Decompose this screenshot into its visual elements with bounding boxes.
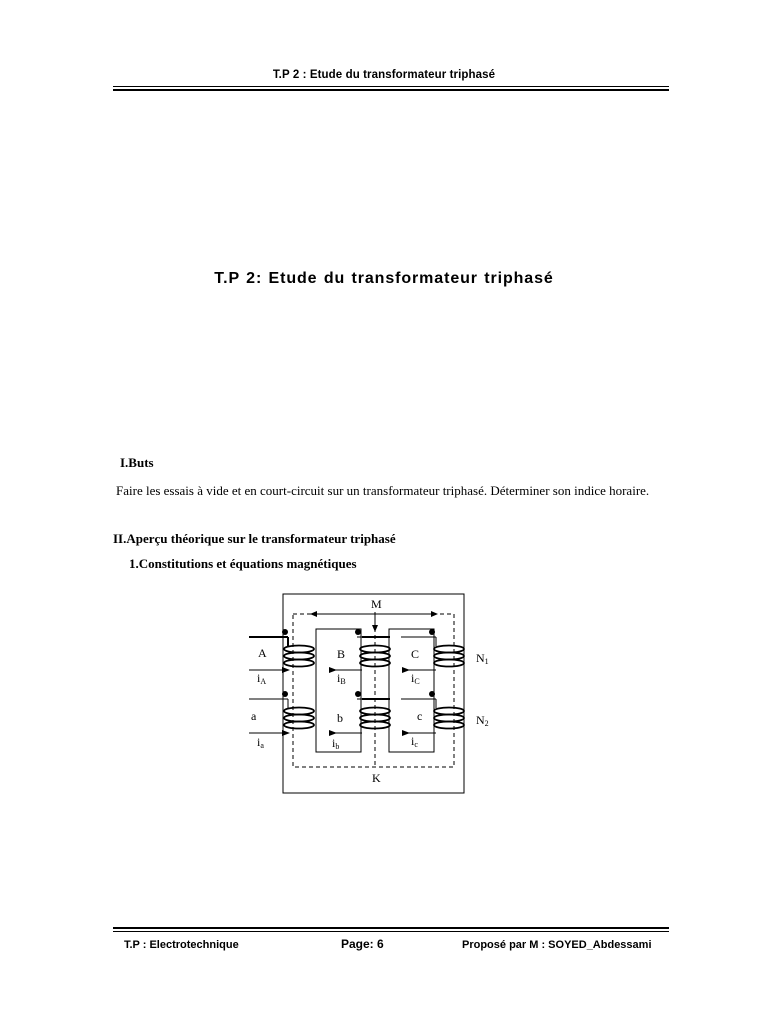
flux-arrow-left: [310, 611, 317, 617]
header-rule-thick: [113, 89, 669, 91]
label-a: a: [251, 709, 257, 723]
section-buts-paragraph: Faire les essais à vide et en court-circuit sur un transformateur triphasé. Déterminer son indice horaire.: [116, 483, 650, 498]
header-rule-thin: [113, 86, 669, 87]
footer-rule-thick: [113, 927, 669, 929]
label-b: b: [337, 711, 343, 725]
coil-primary-C: [434, 646, 464, 667]
coil-primary-A: [284, 646, 314, 667]
current-arrow-B: [329, 667, 337, 673]
document-title: T.P 2: Etude du transformateur triphasé: [214, 270, 554, 287]
footer-author: Proposé par M : SOYED_Abdessami: [462, 939, 652, 951]
label-B: B: [337, 647, 346, 661]
footer-rule-thin: [113, 931, 669, 932]
polarity-dot-B: [355, 629, 361, 635]
current-label-iA: iA: [257, 671, 267, 686]
label-A: A: [258, 646, 267, 660]
coil-secondary-a: [284, 708, 314, 729]
polarity-dot-C: [429, 629, 435, 635]
footer-course: T.P : Electrotechnique: [124, 939, 239, 951]
current-arrow-c: [402, 730, 410, 736]
current-label-ia: ia: [257, 735, 264, 750]
current-label-ib: ib: [332, 736, 340, 751]
coil-secondary-b: [360, 708, 390, 729]
transformer-diagram: [240, 590, 490, 800]
polarity-dot-a: [282, 691, 288, 697]
label-c: c: [417, 709, 423, 723]
coil-secondary-c: [434, 708, 464, 729]
subsection-heading-constitutions: 1.Constitutions et équations magnétiques: [129, 556, 357, 571]
current-label-iC: iC: [411, 671, 420, 686]
section-heading-apercu: II.Aperçu théorique sur le transformateur triphasé: [113, 531, 396, 546]
section-heading-buts: I.Buts: [120, 455, 154, 470]
polarity-dot-b: [355, 691, 361, 697]
current-label-iB: iB: [337, 671, 346, 686]
core-outer-frame: [283, 594, 464, 793]
current-arrow-C: [402, 667, 410, 673]
current-arrow-a: [282, 730, 290, 736]
label-K: K: [372, 771, 381, 785]
label-N2: N2: [476, 713, 489, 728]
label-N1: N1: [476, 651, 489, 666]
flux-arrow-right: [431, 611, 438, 617]
label-C: C: [411, 647, 420, 661]
label-M: M: [371, 597, 382, 611]
flux-arrow-down: [372, 625, 378, 632]
current-arrow-A: [282, 667, 290, 673]
current-label-ic: ic: [411, 734, 418, 749]
page-header-title: T.P 2 : Etude du transformateur triphasé: [272, 69, 496, 81]
footer-page-number: Page: 6: [341, 937, 384, 951]
polarity-dot-c: [429, 691, 435, 697]
polarity-dot-A: [282, 629, 288, 635]
